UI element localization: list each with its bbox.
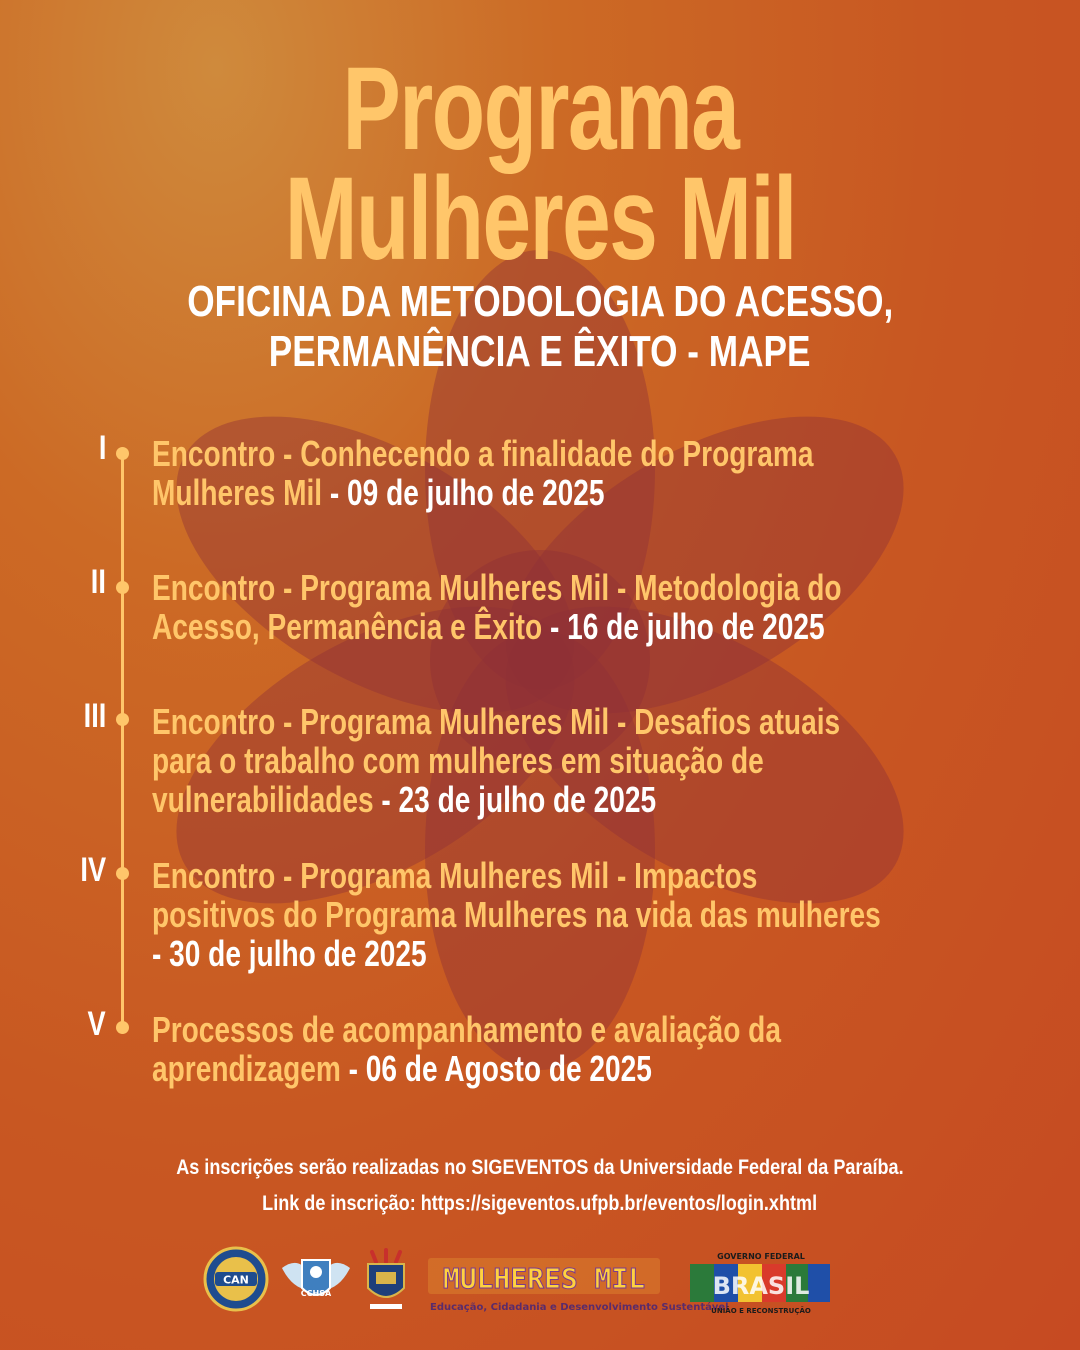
session-topic: Encontro - Programa Mulheres Mil - Desafios atuais bbox=[152, 701, 841, 742]
session-topic: Encontro - Programa Mulheres Mil - Impactos bbox=[152, 855, 758, 896]
session-date: - 16 de julho de 2025 bbox=[542, 606, 825, 647]
timeline-dot bbox=[116, 867, 129, 880]
page-title-line-1: Programa bbox=[342, 43, 738, 175]
session-date: - 23 de julho de 2025 bbox=[373, 779, 657, 820]
mulheres-mil-logo bbox=[428, 1256, 729, 1320]
gov-top-text: GOVERNO FEDERAL bbox=[717, 1252, 805, 1261]
registration-link[interactable]: Link de inscrição: https://sigeventos.ufpb.br/eventos/login.xhtml bbox=[262, 1192, 818, 1215]
cchsa-logo bbox=[278, 1250, 354, 1308]
schedule-item bbox=[152, 856, 1052, 973]
gov-bottom-text: UNIÃO E RECONSTRUÇÃO bbox=[711, 1307, 811, 1315]
governo-federal-logo bbox=[690, 1250, 832, 1316]
page-title-line-2: Mulheres Mil bbox=[284, 153, 796, 285]
schedule-item bbox=[152, 434, 1052, 512]
session-topic: aprendizagem bbox=[152, 1048, 341, 1089]
timeline-dot bbox=[116, 581, 129, 594]
session-numeral: II bbox=[90, 563, 106, 601]
session-topic: para o trabalho com mulheres em situação de bbox=[152, 740, 764, 781]
session-topic: Encontro - Programa Mulheres Mil - Metodologia do bbox=[152, 567, 842, 608]
can-logo-text: CAN bbox=[223, 1273, 249, 1287]
can-logo bbox=[203, 1246, 269, 1312]
timeline-line bbox=[121, 452, 124, 1028]
session-numeral: V bbox=[87, 1005, 106, 1043]
session-date: - 09 de julho de 2025 bbox=[322, 472, 605, 513]
cchsa-logo-text: CCHSA bbox=[300, 1289, 332, 1298]
subtitle-line-2: PERMANÊNCIA E ÊXITO - MAPE bbox=[269, 327, 811, 376]
session-topic: Encontro - Conhecendo a finalidade do Programa bbox=[152, 433, 814, 474]
session-numeral: I bbox=[98, 429, 106, 467]
session-numeral: III bbox=[83, 697, 106, 735]
timeline-dot bbox=[116, 447, 129, 460]
session-topic: Mulheres Mil bbox=[152, 472, 323, 513]
ufpb-crest-logo bbox=[362, 1248, 410, 1312]
mulheres-mil-logo-text: MULHERES MIL bbox=[442, 1262, 646, 1295]
schedule-item bbox=[152, 1010, 1052, 1088]
gov-name-text: BRASIL bbox=[712, 1272, 810, 1300]
session-numeral: IV bbox=[80, 851, 106, 889]
subtitle-line-1: OFICINA DA METODOLOGIA DO ACESSO, bbox=[186, 277, 893, 326]
session-topic: positivos do Programa Mulheres na vida das mulheres bbox=[152, 894, 881, 935]
schedule-item bbox=[152, 702, 1052, 819]
timeline-dot bbox=[116, 1021, 129, 1034]
session-date: - 06 de Agosto de 2025 bbox=[340, 1048, 652, 1089]
session-topic: Processos de acompanhamento e avaliação da bbox=[152, 1009, 781, 1050]
mulheres-mil-tagline: Educação, Cidadania e Desenvolvimento Sustentável bbox=[430, 1302, 729, 1313]
session-date: - 30 de julho de 2025 bbox=[152, 933, 427, 974]
registration-info: As inscrições serão realizadas no SIGEVENTOS da Universidade Federal da Paraíba. bbox=[176, 1156, 904, 1179]
schedule-item bbox=[152, 568, 1052, 646]
session-topic: vulnerabilidades bbox=[152, 779, 374, 820]
session-topic: Acesso, Permanência e Êxito bbox=[152, 606, 543, 647]
timeline-dot bbox=[116, 713, 129, 726]
